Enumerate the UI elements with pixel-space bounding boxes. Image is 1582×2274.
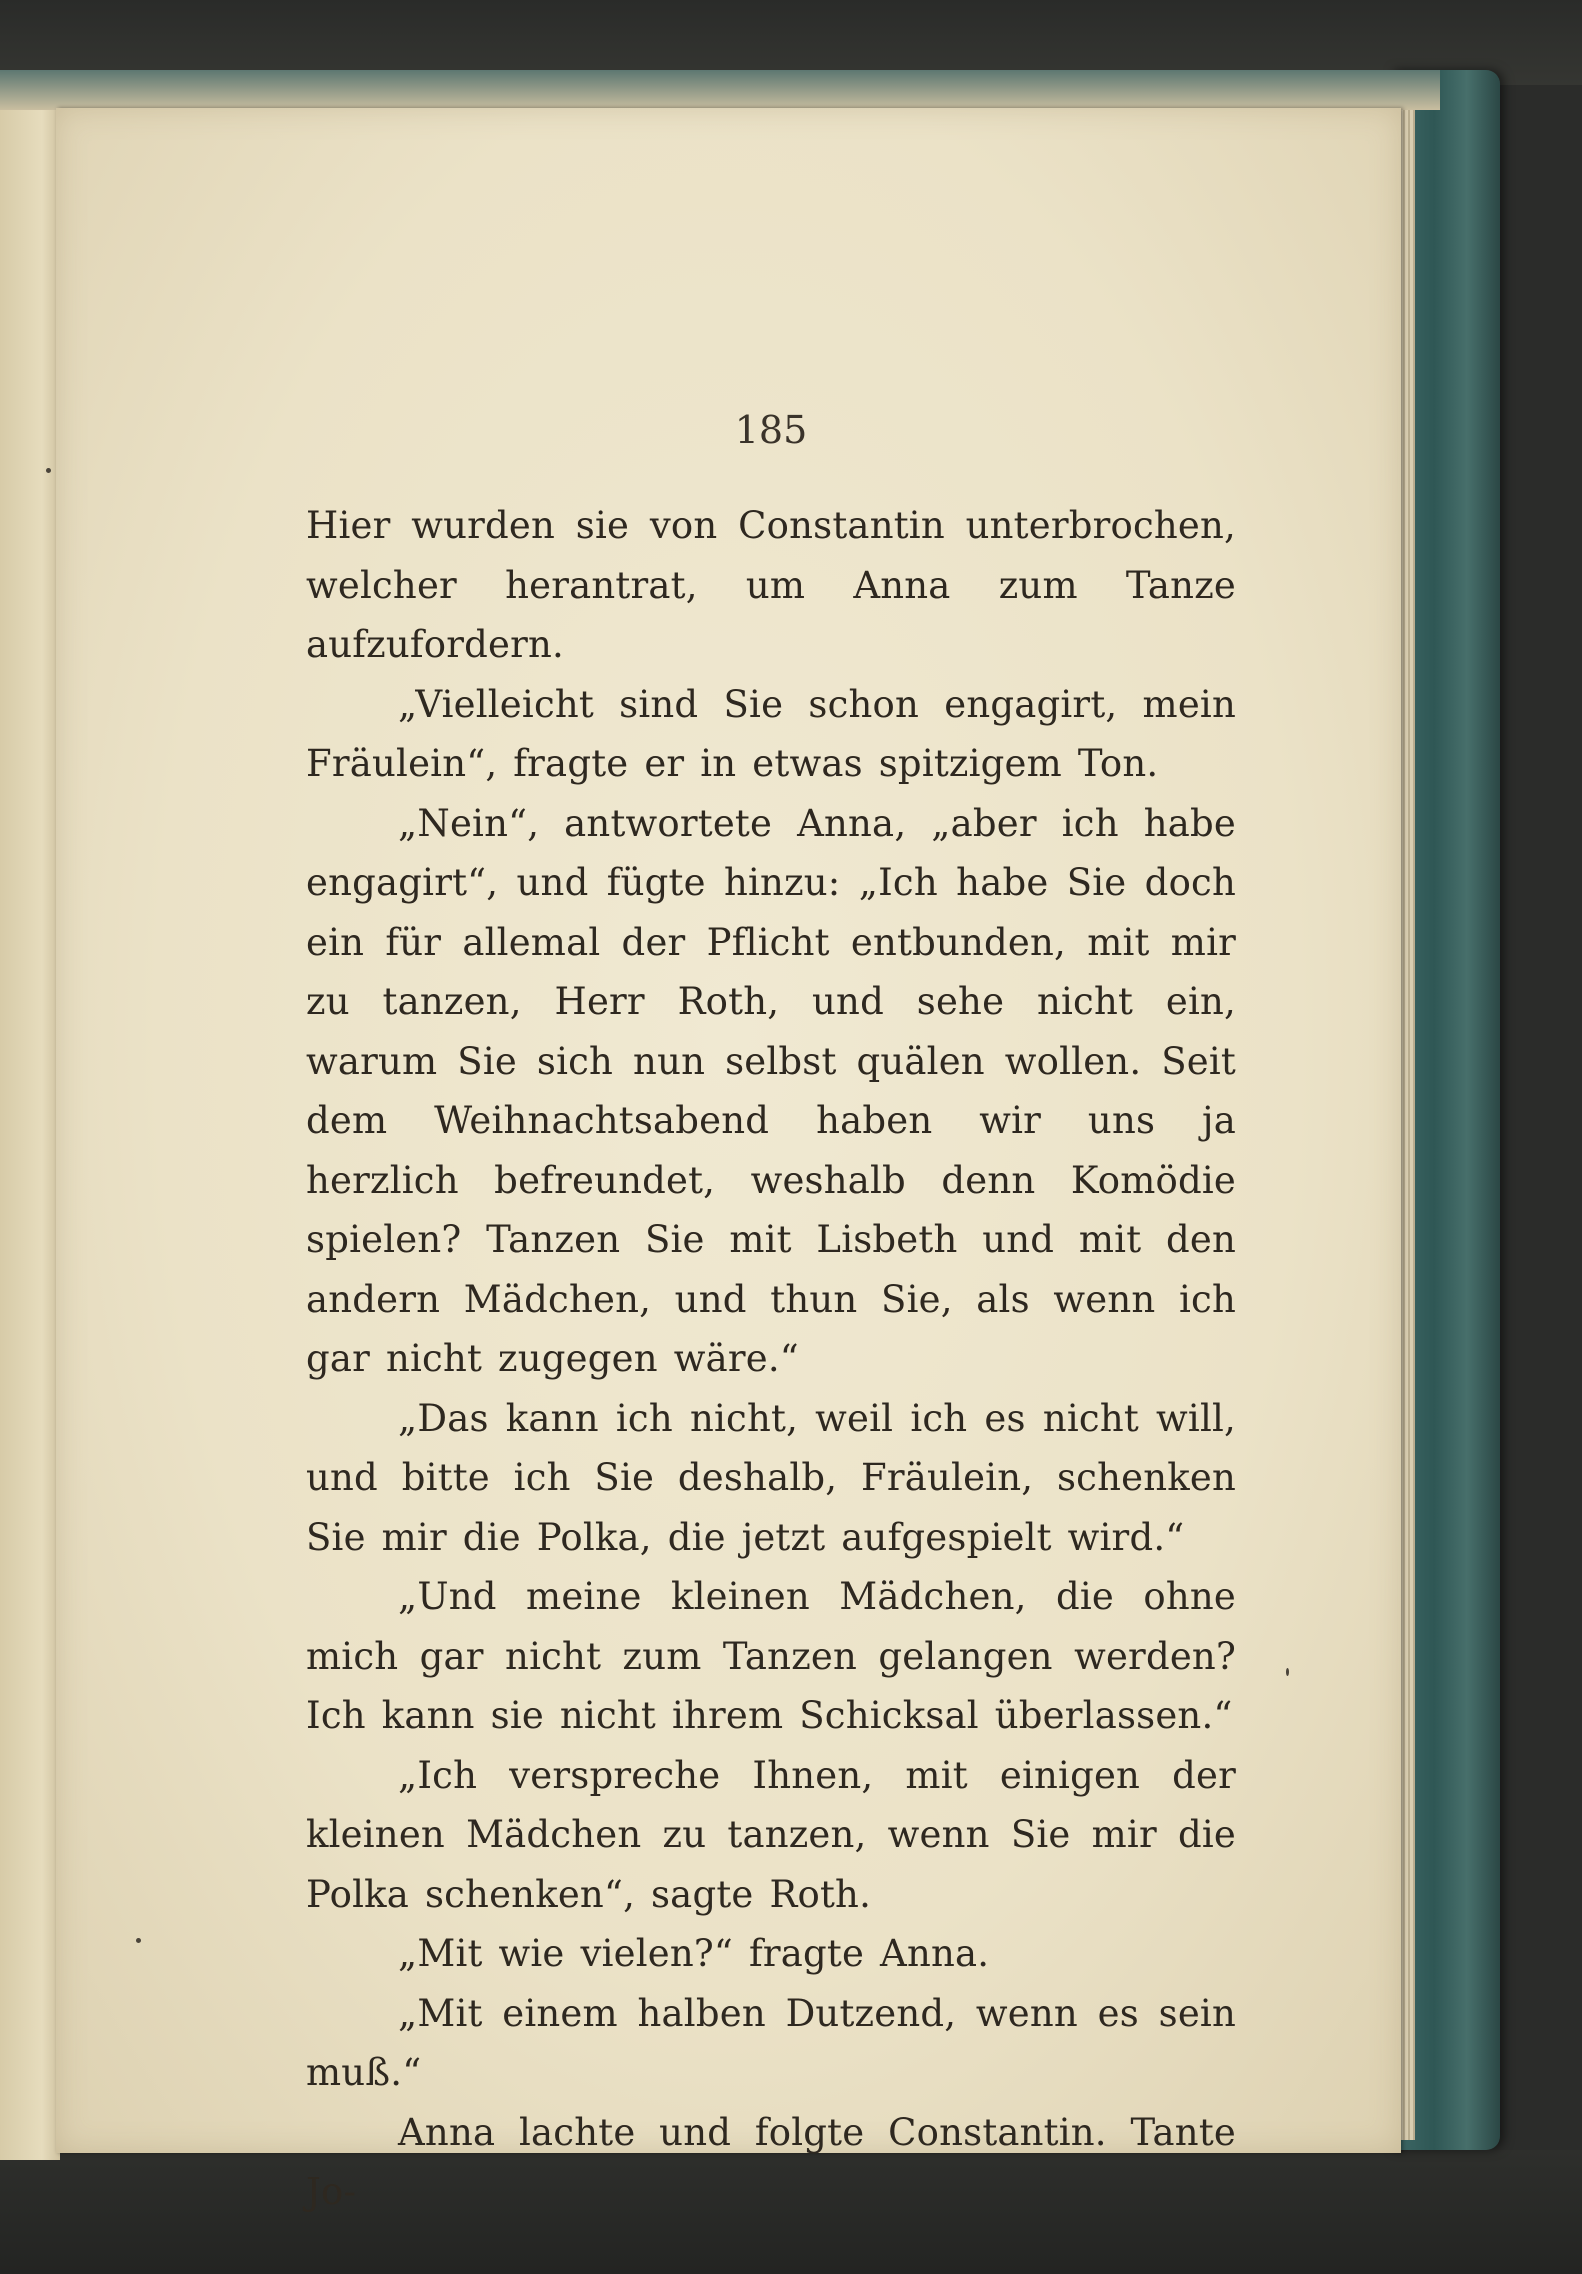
paper-speck [136, 1938, 141, 1943]
paragraph: „Das kann ich nicht, weil ich es nicht will, und bitte ich Sie deshalb, Fräulein, schenken Sie mir die Polka, die jetzt aufgespielt wird.“ [306, 1396, 1236, 1559]
page-top-edge [0, 70, 1440, 110]
paragraph: „Nein“, antwortete Anna, „aber ich habe engagirt“, und fügte hinzu: „Ich habe Sie doch ein für allemal der Pflicht entbunden, mit mir zu tanzen, Herr Roth, und sehe nicht ein, warum Sie sich nun selbst quälen wollen. Seit dem Weihnachtsabend haben wir uns ja herzlich befreundet, weshalb denn Komödie spielen? Tanzen Sie mit Lisbeth und mit den andern Mädchen, und thun Sie, als wenn ich gar nicht zugegen wäre.“ [306, 801, 1236, 1380]
paragraph: Hier wurden sie von Constantin unterbrochen, welcher herantrat, um Anna zum Tanze aufzufordern. [306, 504, 1236, 666]
paragraph: Anna lachte und folgte Constantin. Tante Jo- [306, 2110, 1236, 2213]
paragraph: „Vielleicht sind Sie schon engagirt, mein Fräulein“, fragte er in etwas spitzigem Ton. [306, 682, 1236, 785]
book-page [56, 108, 1401, 2213]
paragraph: „Ich verspreche Ihnen, mit einigen der kleinen Mädchen zu tanzen, wenn Sie mir die Polka schenken“, sagte Roth. [306, 1753, 1236, 1916]
paragraph: „Mit einem halben Dutzend, wenn es sein muß.“ [306, 1991, 1236, 2094]
paragraph: „Und meine kleinen Mädchen, die ohne mich gar nicht zum Tanzen gelangen werden? Ich kann sie nicht ihrem Schicksal überlassen.“ [306, 1575, 1236, 1737]
paragraph: „Mit wie vielen?“ fragte Anna. [398, 1932, 990, 1975]
facing-page-margin [0, 110, 60, 2160]
paper-speck [1286, 1668, 1289, 1676]
paragraph-list [306, 496, 1236, 2222]
page-number: 185 [734, 408, 808, 452]
paper-speck [46, 468, 51, 473]
